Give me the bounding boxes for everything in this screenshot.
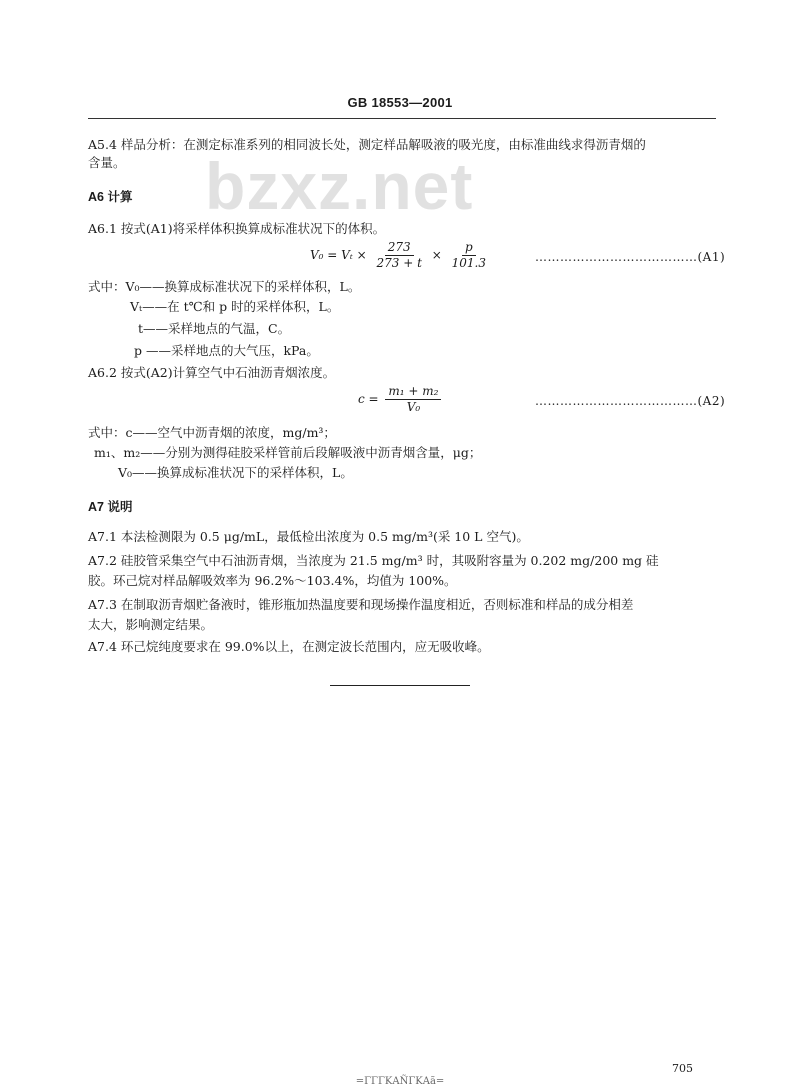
formula-a1-den1: 273 + t	[376, 256, 422, 270]
a5-4-paragraph-line2: 含量。	[88, 155, 126, 170]
a7-3-paragraph-line2: 太大，影响测定结果。	[88, 617, 214, 632]
a2-where-line2: m₁、m₂——分别为测得硅胶采样管前后段解吸液中沥青烟含量，μg；	[94, 445, 482, 460]
formula-a1-lhs: V₀ = Vₜ ×	[310, 248, 367, 262]
a2-where-line3: V₀——换算成标准状况下的采样体积，L。	[118, 465, 353, 480]
formula-a2-fraction	[385, 384, 441, 415]
watermark: bzxz.net	[205, 149, 474, 223]
formula-a2-den: V₀	[406, 400, 421, 414]
a6-heading: A6 计算	[88, 190, 133, 204]
a1-where-line3: t——采样地点的气温，C。	[138, 321, 291, 336]
a7-2-paragraph-line1: A7.2 硅胶管采集空气中石油沥青烟，当浓度为 21.5 mg/m³ 时，其吸附容量为 0.202 mg/200 mg 硅	[88, 553, 659, 568]
formula-a1-times: ×	[431, 248, 442, 262]
a7-4-paragraph: A7.4 环己烷纯度要求在 99.0%以上，在测定波长范围内，应无吸收峰。	[88, 639, 490, 654]
formula-a1-fraction1	[373, 240, 424, 271]
formula-a2-num: m₁ + m₂	[385, 384, 441, 400]
bottom-mark: =ΓΓΓΚΑÑΓΚΑã=	[355, 1076, 445, 1087]
a1-where-line1: 式中：V₀——换算成标准状况下的采样体积，L。	[88, 279, 361, 294]
formula-a1	[310, 240, 492, 271]
a1-where-line4: p ——采样地点的大气压，kPa。	[134, 343, 319, 358]
formula-a1-label: …………………………………(A1)	[535, 250, 726, 264]
a1-where-line2: Vₜ——在 t℃和 p 时的采样体积，L。	[130, 299, 340, 314]
a7-2-paragraph-line2: 胶。环己烷对样品解吸效率为 96.2%～103.4%，均值为 100%。	[88, 573, 457, 588]
formula-a1-den2: 101.3	[451, 256, 486, 270]
formula-a1-num2: p	[462, 240, 476, 256]
a2-where-line1: 式中：c——空气中沥青烟的浓度，mg/m³；	[88, 425, 336, 440]
standard-code-header: GB 18553—2001	[347, 95, 453, 110]
end-rule	[330, 685, 470, 686]
page-number: 705	[672, 1062, 693, 1075]
a5-4-paragraph-line1: A5.4 样品分析：在测定标准系列的相同波长处，测定样品解吸液的吸光度，由标准曲线求得沥青烟的	[88, 137, 646, 152]
formula-a2-lhs: c =	[358, 392, 379, 406]
formula-a1-num1: 273	[385, 240, 414, 256]
formula-a2	[358, 384, 444, 415]
formula-a1-fraction2	[449, 240, 489, 271]
a6-1-paragraph: A6.1 按式(A1)将采样体积换算成标准状况下的体积。	[88, 221, 386, 236]
header-rule	[88, 118, 716, 119]
formula-a2-label: …………………………………(A2)	[535, 394, 726, 408]
a7-3-paragraph-line1: A7.3 在制取沥青烟贮备液时，锥形瓶加热温度要和现场操作温度相近，否则标准和样品的成分相差	[88, 597, 634, 612]
a7-1-paragraph: A7.1 本法检测限为 0.5 μg/mL，最低检出浓度为 0.5 mg/m³(采 10 L 空气)。	[88, 529, 529, 544]
a7-heading: A7 说明	[88, 500, 133, 514]
a6-2-paragraph: A6.2 按式(A2)计算空气中石油沥青烟浓度。	[88, 365, 336, 380]
